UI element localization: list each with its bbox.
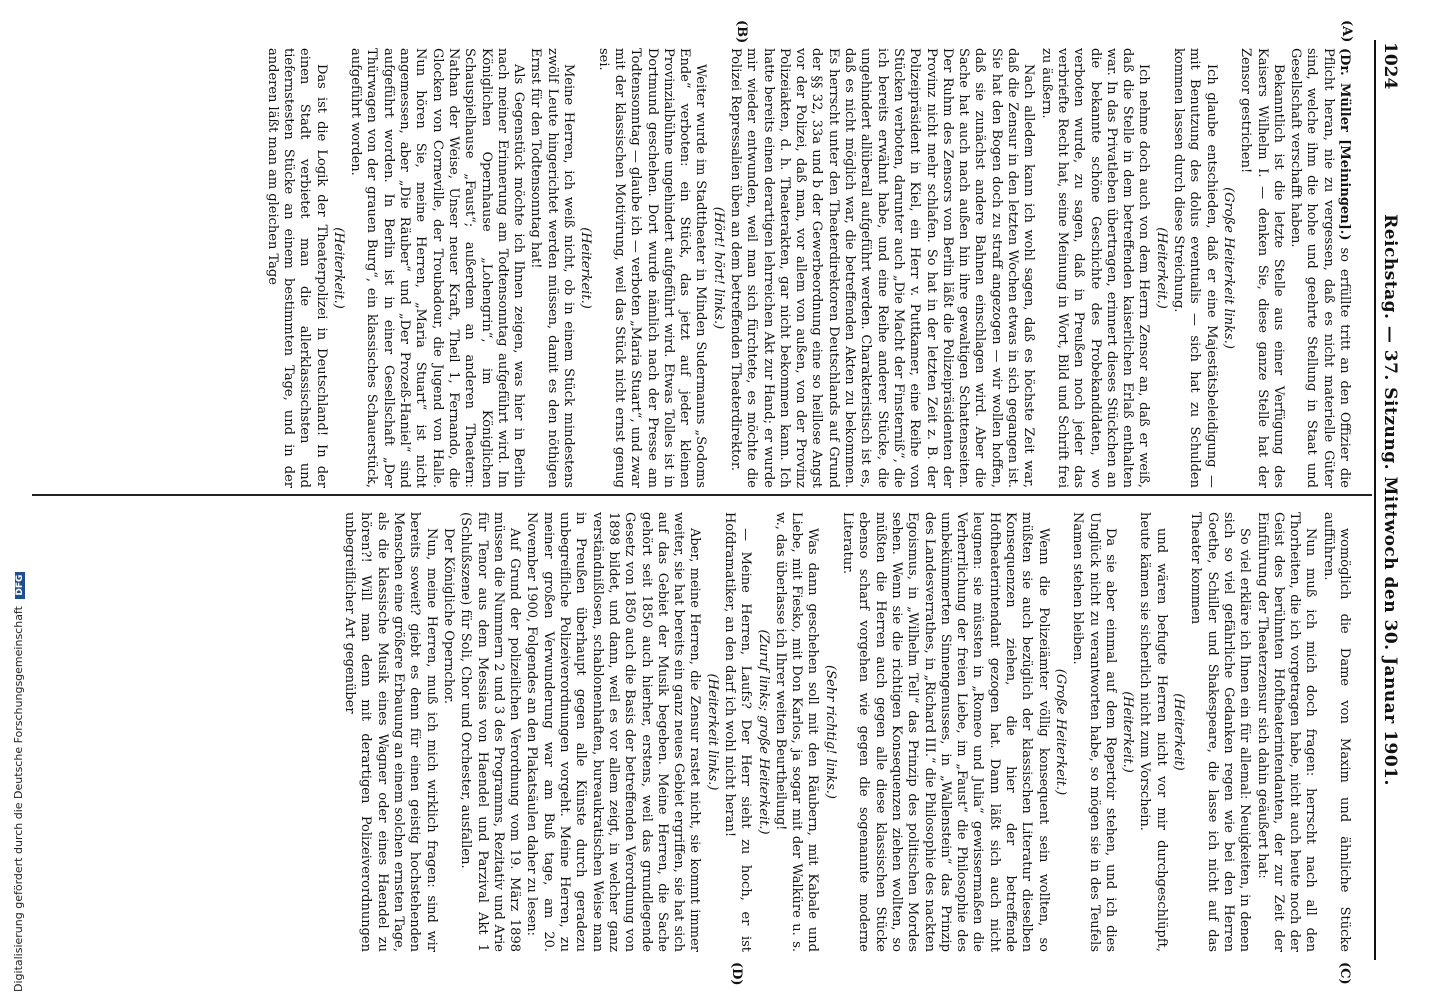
interjection: (Sehr richtig! links.) [822,665,838,799]
paragraph: Nach alledem kann ich wohl sagen, daß es höchste Zeit war, daß die Zensur in den letzten Wochen etwas in sich gegangen ist. Sie hat den Bogen doch zu straff angezogen — wir wollen hoffen, daß sie zunächst andere Bahnen einschlagen wird. Aber die Sache hat auch nach außen hin ihre gewaltigen Schattenseiten. Der Ruhm des Zensors von Berlin läßt die Polizeipräsidenten der Provinz nicht mehr schlafen. So hat in der letzten Zeit z. B. der Polizeipräsident in Kiel, ein Herr v. Puttkamer, eine Reihe von Stücken verboten, darunter auch „Die Macht der Finsterniß“, die ich bereits erwähnt habe, und eine Reihe anderer Stücke, die ungehindert allüberall aufgeführt werden. Charakteristisch ist es, daß es nicht möglich war, die betreffenden Akten zu bekommen. Es herrscht unter den Theaterdirektoren Deutschlands auf Grund der §§ 32, 33a und b der Gewerbeordnung eine so heillose Angst vor der Polizei, daß man, vor allem von außen, von der Provinz Polizeiakten, d. h. Theaterakten, gar nicht bekommen kann. Ich hatte bereits einen derartigen lehrreichen Akt zur Hand; er wurde mir wieder entwunden, weil man sich fürchtete, es möchte die Polizei Repressalien üben an dem betreffenden Theaterdirektor. [728,48,1037,488]
paragraph: Der Königliche Opernchor. [440,528,456,704]
paragraph: Nun, meine Herren, muß ich mich wirklich fragen: sind wir bereits soweit? giebt es denn für einen geistig hochstehenden Menschen eine größere Erbauung an einem solchen ernsten Tage, als die klassische Musik eines Wagner oder eines Haendel zu hören?! Will man denn mit derartigen Polizeiverordnungen unbegreiflicher Art gegenüber [342,512,439,952]
right-column [37,512,1352,952]
paragraph: Bekanntlich ist die letzte Stelle aus einer Verfügung des Kaisers Wilhelm I. — denken Sie, diese ganze Stelle hat der Zensor gestrichen! [1238,48,1286,488]
interjection: (Heiterkeit) [1171,693,1187,771]
paragraph: Weiter wurde im Stadttheater in Minden Sudermanns „Sodoms Ende“ verboten: ein Stück, das jetzt auf jeder kleinen Provinzialbühne ungehindert aufgeführt wird. Etwas Tolles ist in Dortmund geschehen. Dort wurde nämlich nach der Presse am Todtensonntag — glaube ich — verboten „Maria Stuart“, und zwar mit der klassischen Motivirung, weil das Stück nicht ernst genug sei. [595,48,709,488]
paragraph: Das ist die Logik der Theaterpolizei in Deutschland! In der einen Stadt verbietet man die allerklassischsten und tiefernstesten Stücke an einem bestimmten Tage, und in der anderen läßt man am gleichen Tage [264,48,329,488]
header-rule [1374,40,1376,960]
paragraph [1287,48,1352,488]
interjection: (Zuruf links; große Heiterkeit.) [755,629,771,835]
left-column [37,48,1352,488]
interjection: (Große Heiterkeit links.) [1220,187,1236,349]
paragraph: Was dann geschehen soll mit den Räubern, mit Kabale und Liebe, mit Fiesko, mit Don Karlos, ja sogar mit der Walküre u. s. w., das überlasse ich Ihrer weiten Beurtheilung! [772,512,821,952]
paragraph: Ich nehme doch auch von dem Herrn Zensor an, daß er weiß, daß die Stelle in dem betreffenden kaiserlichen Erlaß enthalten war. In das Privatleben übertragen, erinnert dieses Stückchen an die bekannte schöne Geschichte des Probekandidaten, wo verboten wurde, zu sagen, daß in Preußen noch jeder das verbriefte Recht hat, seine Meinung in Wort, Bild und Schrift frei zu äußern. [1038,48,1152,488]
interjection: (Heiterkeit.) [1153,227,1169,309]
margin-marker-c: (C) [1337,962,1352,985]
interjection: (Heiterkeit.) [1120,691,1136,773]
footer-credit [12,572,25,992]
paragraph: So viel erkläre ich Ihnen ein für allemal: Neuigkeiten, in denen sich so viel gefährliche Gedanken regen wie bei den Herren Goethe, Schiller und Shakespeare, die lasse ich nicht auf das Theater kommen [1188,512,1253,952]
page-header [1374,20,1404,980]
page-number: 1024 [1380,42,1400,90]
interjection: (Heiterkeit.) [330,227,346,309]
paragraph: womöglich die Dame von Maxim und ähnliche Stücke aufführen. [1320,512,1352,952]
interjection: (Heiterkeit links.) [704,673,720,791]
interjection: (Große Heiterkeit.) [1052,668,1068,796]
paragraph-text: so erfüllte tritt an den Offizier die Pflicht heran, nie zu vergessen, daß es nicht materielle Güter sind, welche ihm die hohe und geehrte Stellung in Staat und Gesellschaft verschafft haben. [1288,48,1352,488]
dfg-logo: DFG [15,572,25,599]
paragraph: Als Gegenstück möchte ich Ihnen zeigen, was hier in Berlin nach meiner Erinnerung am Todtensonntag aufgeführt wird. Im Königlichen Opernhause „Lohengrin“, im Königlichen Schauspielhause „Faust“; außerdem an anderen Theatern: Nathan der Weise, Unser neuer Kraft, Theil 1, Fernando, die Glocken von Corneville, der Troubadour, die Jugend von Halle. Nun hören Sie, meine Herren, „Maria Stuart“ ist nicht angemessen, aber „Die Räuber“ und „Der Prozeß-Haniel“ sind aufgeführt worden. In Berlin ist in einer Gesellschaft „Der Thürwagen von der grauen Burg“, ein klassisches Schauerstück, aufgeführt worden. [348,48,527,488]
paragraph: Meine Herren, ich weiß nicht, ob in einem Stück mindestens zwölf Leute hingerichtet werden müssen, damit es den nöthigen Ernst für den Todtensonntag hat! [528,48,577,488]
interjection: (Heiterkeit.) [578,227,594,309]
paragraph: — Meine Herren, Laufs? Der Herr sieht zu hoch, er ist Hofdramatiker, an den darf ich wohl nicht heran! [722,512,754,952]
footer-text: Digitalisierung gefördert durch die Deutsche Forschungsgemeinschaft [12,606,25,992]
interjection: (Hört! hört! links.) [710,206,726,330]
paragraph: Aber, meine Herren, die Zensur rastet nicht, sie kommt immer weiter, sie hat bereits ein ganz neues Gebiet ergriffen, sie hat sich auf das Gebiet der Musik begeben. Meine Herren, die Sache gehört seit 1850 auch hierher, erstens, weil das grundlegende Gesetz von 1850 auch die Basis der betreffenden Verordnung von 1898 bildet, und dann, weil es vor allem zeigt, in welcher ganz verständnißlosen, schablonenhaften, bureaukratischen Weise man in Preußen überhaupt gegen alle Künste durch geradezu unbegreifliche Polizeiverordnungen vorgeht. Meine Herren, zu meiner großen Verwunderung war am Buß tage, am 20. November 1900, Folgendes an den Plakatsäulen daher zu lesen: [524,512,703,952]
paragraph: Auf Grund der polizeilichen Verordnung vom 19. März 1898 müssen die Nummern 2 und 3 des Programms, Rezitativ und Arie für Tenor aus dem Messias von Haendel und Parzival Akt 1 (Schlußszene) für Soli, Chor und Orchester, ausfallen. [458,512,523,952]
paragraph: und wären befugte Herren nicht vor mir durchgeschlüpft, heute kämen sie sicherlich nicht zum Vorschein. [1137,512,1169,952]
paragraph: Wenn die Polizeiämter völlig konsequent sein wollten, so müßten sie auch bezüglich der klassischen Literatur dieselben Konsequenzen ziehen, die hier der betreffende Hoftheaterintendant gezogen hat. Dann läßt sich auch nicht leugnen: sie müssten in „Romeo und Julia“ gewissermaßen die Verherrlichung der freien Liebe, im „Faust“ die Philosophie des umbekümmerten Sinnengenusses, in „Wallenstein“ das Prinzip des Landesverrathes, in „Richard III.“ die Philosophie des nackten Egoismus, in „Wilhelm Tell“ das Prinzip des politischen Mordes sehen. Wenn sie die richtigen Konsequenzen ziehen wollten, so müßten die Herren auch gegen alle diese klassischen Stücke ebenso scharf vorgehen wie gegen die sogenannte moderne Literatur. [840,512,1051,952]
paragraph: Ich glaube entschieden, daß er eine Majestätsbeleidigung — mit Benutzung des dolus eventualis — sich hat zu Schulden kommen lassen durch diese Streichung. [1171,48,1219,488]
margin-marker-d: (D) [729,962,744,986]
margin-marker-a: (A) [1339,20,1354,43]
speaker-label: (Dr. Müller [Meiningen].) [1337,48,1352,241]
margin-marker-b: (B) [734,20,749,44]
paragraph: Da sie aber einmal auf dem Repertoir stehen, und ich dies Unglück nicht zu verantworten habe, so mögen sie in des Teufels Namen stehen bleiben. [1070,512,1118,952]
column-divider [32,494,1372,496]
page-title: Reichstag. — 37. Sitzung. Mittwoch den 30. Januar 1901. [1380,214,1400,786]
paragraph: Nun muß ich mich doch fragen: herrscht nach all den Thorheiten, die ich vorgetragen habe, nicht auch heute noch der Geist des berühmten Hoftheaterintendanten, der zur Zeit der Einführung der Theaterzensur sich dahin geäußert hat: [1254,512,1319,952]
